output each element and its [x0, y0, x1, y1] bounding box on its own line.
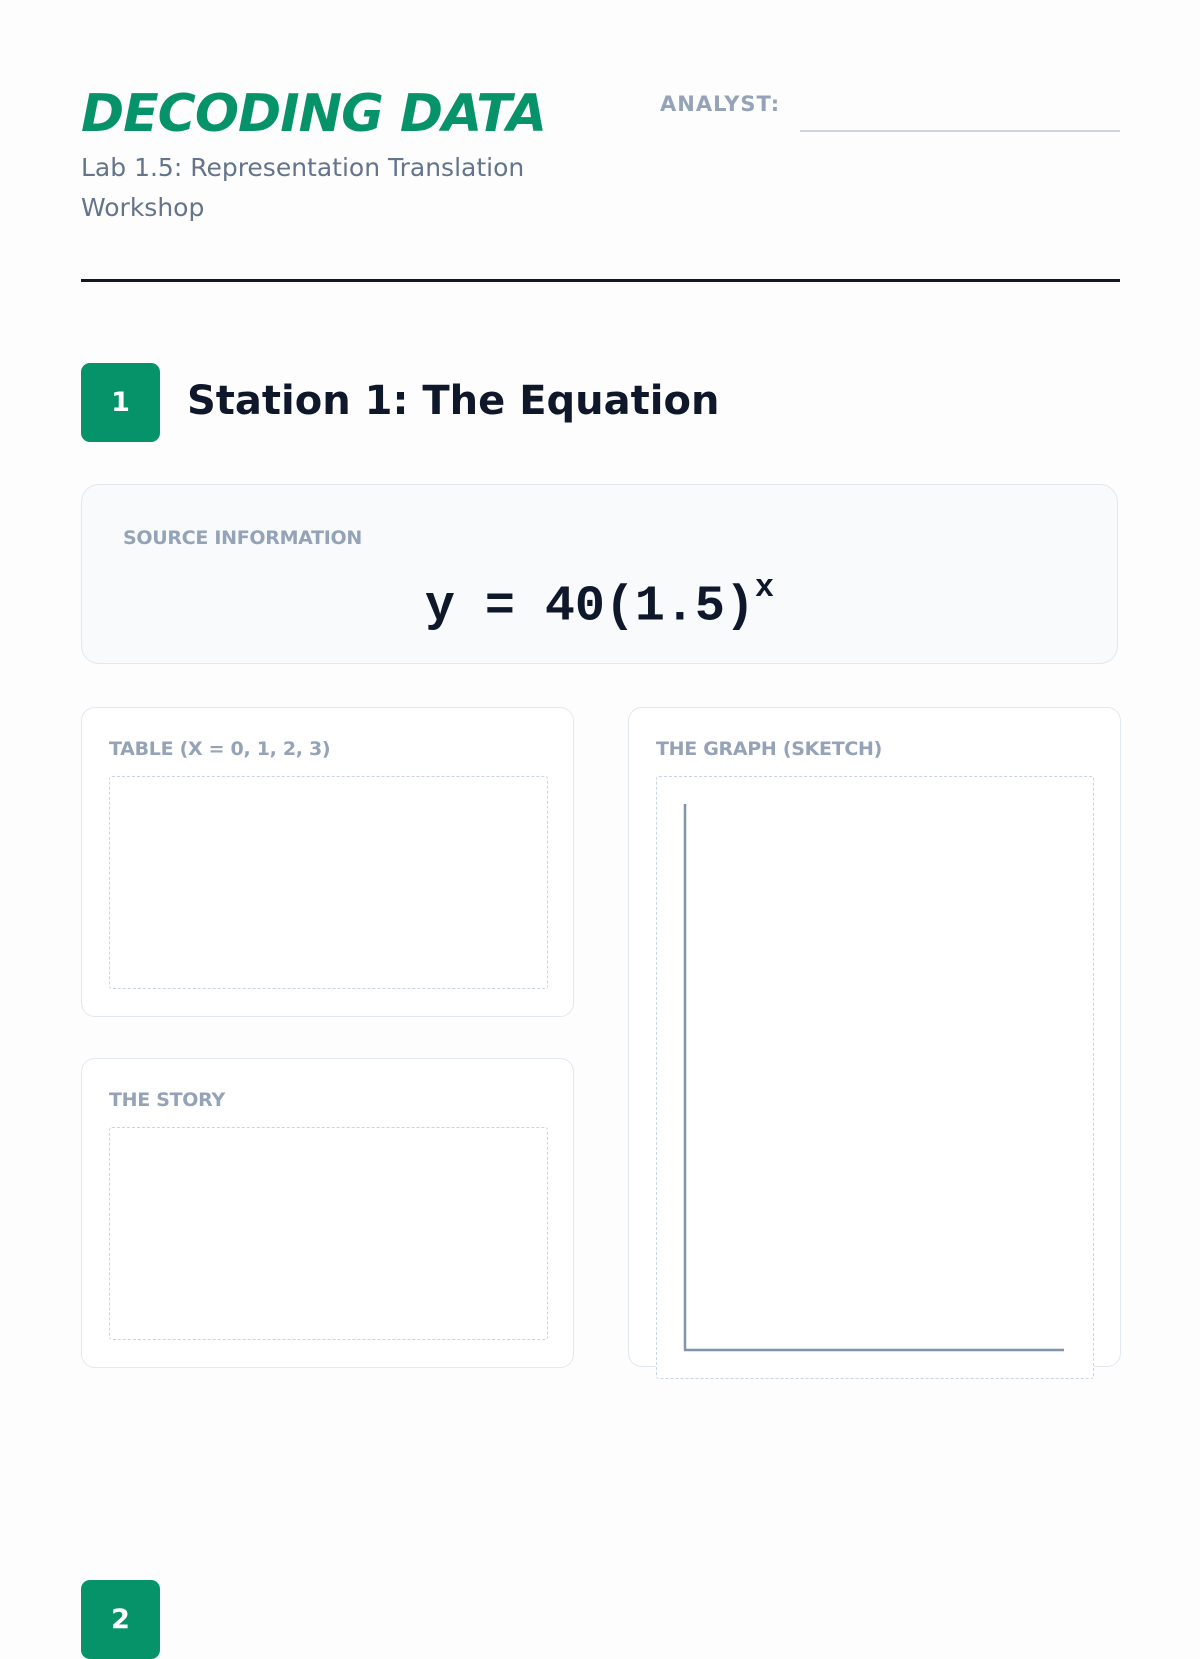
graph-axes	[657, 777, 1093, 1377]
station-2-number-badge: 2	[81, 1580, 160, 1659]
analyst-name-field[interactable]	[800, 130, 1120, 132]
source-information-card	[81, 484, 1118, 664]
worksheet-title: DECODING DATA	[81, 84, 546, 144]
equation-base: y = 40(1.5)	[424, 578, 755, 636]
worksheet-subtitle: Lab 1.5: Representation Translation Workshop	[81, 153, 525, 222]
graph-card-label: THE GRAPH (SKETCH)	[656, 738, 882, 760]
table-card-label: TABLE (X = 0, 1, 2, 3)	[109, 738, 331, 760]
station-1-number-badge: 1	[81, 363, 160, 442]
story-answer-area[interactable]	[109, 1127, 548, 1340]
header-divider	[81, 279, 1120, 282]
station-1-title: Station 1: The Equation	[187, 378, 720, 424]
source-equation	[82, 561, 1117, 641]
analyst-label: ANALYST:	[660, 92, 781, 116]
worksheet-page	[81, 0, 1120, 1635]
source-information-label: SOURCE INFORMATION	[123, 527, 362, 549]
table-answer-area[interactable]	[109, 776, 548, 989]
table-card	[81, 707, 574, 1017]
equation-exponent: x	[754, 569, 775, 606]
graph-sketch-area[interactable]	[656, 776, 1094, 1379]
graph-card	[628, 707, 1121, 1367]
story-card-label: THE STORY	[109, 1089, 225, 1111]
story-card	[81, 1058, 574, 1368]
